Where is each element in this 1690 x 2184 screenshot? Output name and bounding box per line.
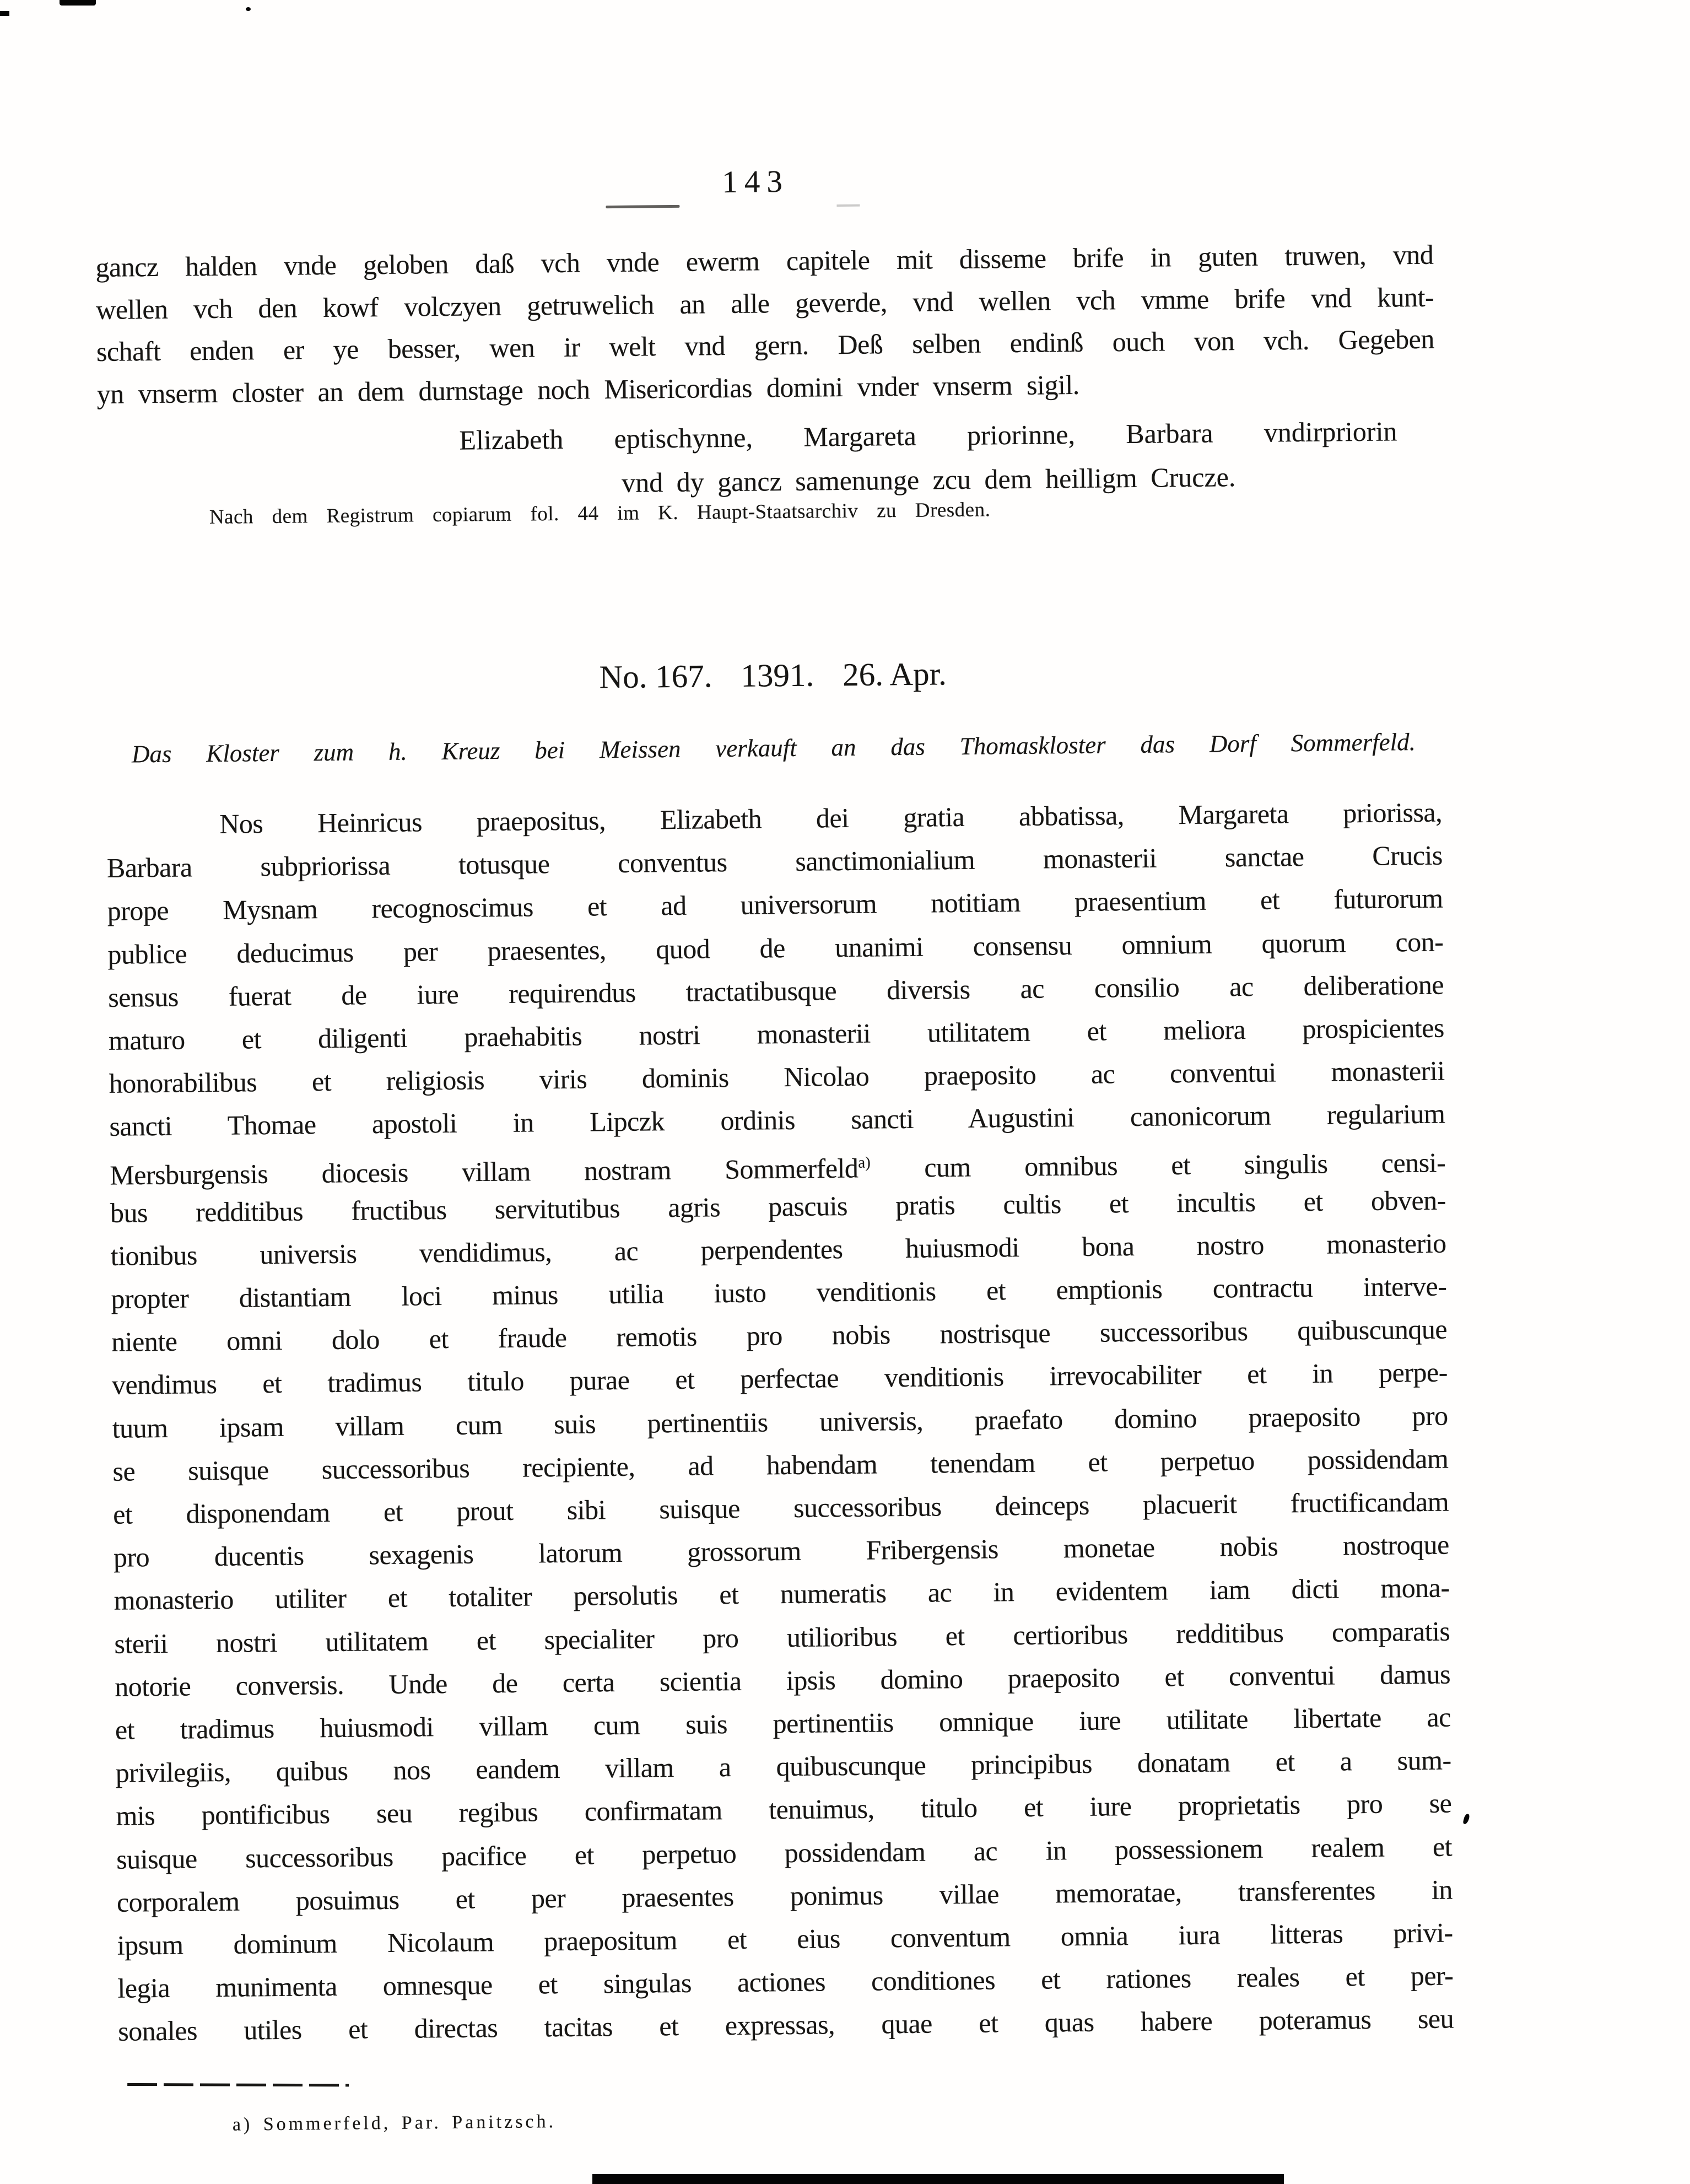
charter-heading — [105, 650, 1441, 701]
signature-line-2: vnd dy gancz samenunge zcu dem heilligm Crucze. — [621, 461, 1236, 498]
latin-paragraph — [106, 791, 1454, 2053]
text-line: yn vnserm closter an dem durnstage noch Misericordias domini vnder vnserm sigil. — [96, 369, 1079, 409]
text-line: honorabilibus et religiosis viris dominis Nicolao praeposito ac conventui monasterii — [109, 1055, 1445, 1099]
text-line: sterii nostri utilitatem et specialiter pro utilioribus et certioribus redditibus comparatis — [114, 1615, 1450, 1659]
text-line: se suisque successoribus recipiente, ad habendam tenendam et perpetuo possidendam — [112, 1443, 1449, 1487]
text-line: Barbara subpriorissa totusque conventus sanctimonialium monasterii sanctae Crucis — [106, 839, 1443, 884]
footnote-text: a) Sommerfeld, Par. Panitzsch. — [232, 2111, 557, 2135]
text-line: Nos Heinricus praepositus, Elizabeth dei gratia abbatissa, Margareta priorissa, — [219, 796, 1443, 839]
german-paragraph — [95, 234, 1435, 415]
text-line: corporalem posuimus et per praesentes ponimus villae memoratae, transferentes in — [116, 1874, 1453, 1918]
text-line: vendimus et tradimus titulo purae et perfectae venditionis irrevocabiliter et in perpe- — [111, 1356, 1448, 1401]
charter-summary — [106, 727, 1441, 769]
charter-date: 26. Apr. — [842, 655, 947, 693]
signature-block — [459, 409, 1397, 506]
signature-line-1: Elizabeth eptischynne, Margareta priorinne, Barbara vndirpriorin — [459, 416, 1397, 456]
text-line: et tradimus huiusmodi villam cum suis pertinentiis omnique iure utilitate libertate ac — [115, 1701, 1451, 1745]
text-line: wellen vch den kowf volczyen getruwelich an alle geverde, vnd wellen vch vmme brife vnd kunt- — [95, 281, 1434, 325]
text-line: mis pontificibus seu regibus confirmatam tenuimus, titulo et iure proprietatis pro se — [116, 1787, 1452, 1832]
text-line: gancz halden vnde geloben daß vch vnde ewerm capitele mit disseme brife in guten truwen, vnd — [95, 239, 1434, 283]
text-line: tionibus universis vendidimus, ac perpendentes huiusmodi bona nostro monasterio — [110, 1227, 1446, 1271]
charter-number: No. 167. — [599, 657, 712, 695]
text-line: sancti Thomae apostoli in Lipczk ordinis sancti Augustini canonicorum regularium — [109, 1098, 1445, 1142]
text-line: tuum ipsam villam cum suis pertinentiis universis, praefato domino praeposito pro — [112, 1400, 1448, 1444]
line-text: Mersburgensis diocesis villam nostram Sommerfeld — [110, 1152, 859, 1190]
line-text: cum omnibus et singulis censi- — [870, 1146, 1446, 1183]
page-number: 143 — [721, 164, 790, 200]
text-line: maturo et diligenti praehabitis nostri monasterii utilitatem et meliora prospicientes — [108, 1012, 1445, 1056]
footnote-rule — [127, 2083, 349, 2086]
text-line: propter distantiam loci minus utilia iusto venditionis et emptionis contractu interve- — [111, 1270, 1447, 1314]
text-line: niente omni dolo et fraude remotis pro nobis nostrisque successoribus quibuscunque — [111, 1313, 1448, 1358]
text-line: ipsum dominum Nicolaum praepositum et eius conventum omnia iura litteras privi- — [117, 1917, 1453, 1961]
text-line: privilegiis, quibus nos eandem villam a quibuscunque principibus donatam et a sum- — [115, 1744, 1451, 1788]
text-line: legia munimenta omnesque et singulas actiones conditiones et rationes reales et per- — [117, 1960, 1454, 2004]
scan-artifact-top-blob — [60, 0, 96, 6]
text-line: notorie conversis. Unde de certa scientia ipsis domino praeposito et conventui damus — [114, 1658, 1451, 1702]
text-line: et disponendam et prout sibi suisque successoribus deinceps placuerit fructificandam — [112, 1486, 1449, 1530]
ink-speck — [1463, 1813, 1470, 1825]
charter-summary-text: Das Kloster zum h. Kreuz bei Meissen verkauft an das Thomaskloster das Dorf Sommerfeld. — [131, 728, 1416, 768]
text-line: prope Mysnam recognoscimus et ad universorum notitiam praesentium et futurorum — [107, 882, 1443, 927]
source-note: Nach dem Registrum copiarum fol. 44 im K. Haupt-Staatsarchiv zu Dresden. — [209, 498, 991, 529]
header-dash-artifact — [606, 205, 679, 208]
text-line: schaft enden er ye besser, wen ir welt vnd gern. Deß selben endinß ouch von vch. Gegeben — [96, 323, 1435, 367]
text-line: suisque successoribus pacifice et perpetuo possidendam ac in possessionem realem et — [116, 1830, 1453, 1875]
text-line: bus redditibus fructibus servitutibus agris pascuis pratis cultis et incultis et obven- — [110, 1184, 1446, 1228]
header-dash-artifact-right — [836, 204, 860, 207]
text-line: sonales utiles et directas tacitas et expressas, quae et quas habere poteramus seu — [117, 2003, 1454, 2047]
text-line: pro ducentis sexagenis latorum grossorum Fribergensis monetae nobis nostroque — [113, 1529, 1450, 1573]
charter-year: 1391. — [741, 656, 814, 694]
text-line: monasterio utiliter et totaliter persolutis et numeratis ac in evidentem iam dicti mona- — [114, 1572, 1450, 1616]
text-line: sensus fuerat de iure requirendus tractatibusque diversis ac consilio ac deliberatione — [107, 969, 1444, 1013]
text-line: publice deducimus per praesentes, quod de unanimi consensu omnium quorum con- — [107, 926, 1444, 970]
footnote-marker: a) — [858, 1153, 871, 1172]
